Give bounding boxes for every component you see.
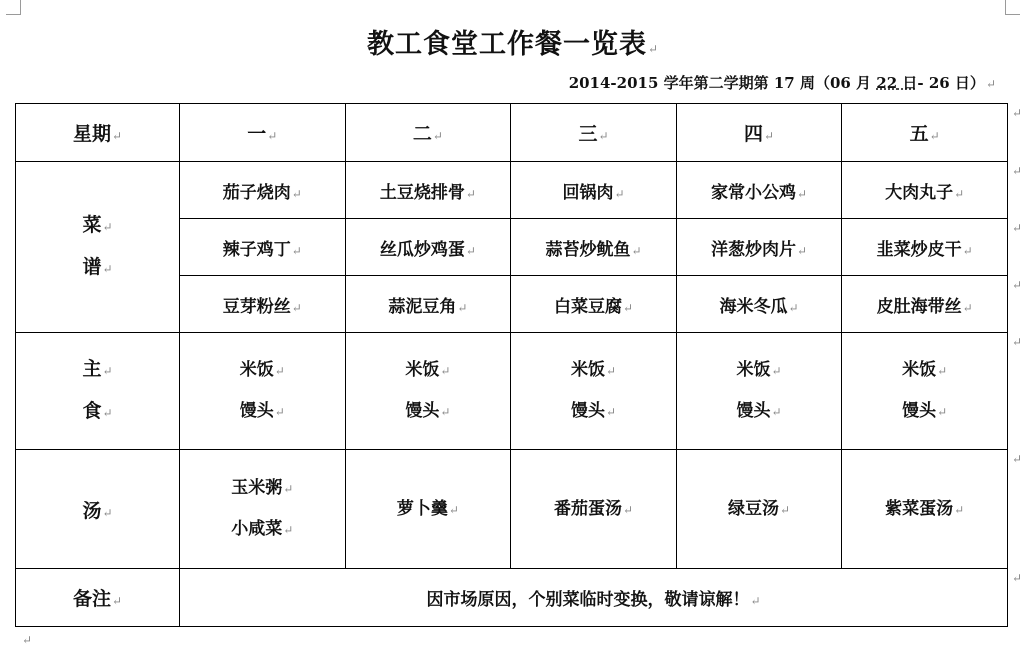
dish-cell — [511, 219, 677, 276]
weekday-header-4 — [676, 104, 842, 162]
paragraph-mark-icon: ↵ — [598, 129, 609, 143]
paragraph-mark-icon: ↵ — [622, 300, 634, 315]
table-row-soup — [16, 450, 1008, 569]
paragraph-mark-icon: ↵ — [274, 405, 285, 419]
paragraph-mark-icon: ↵ — [764, 129, 775, 143]
weekday-label — [16, 104, 180, 162]
cell-text: 大肉丸子 — [885, 182, 954, 203]
stack-line — [842, 489, 1007, 530]
stack-line — [677, 350, 842, 391]
paragraph-mark-icon: ↵ — [631, 243, 642, 258]
paragraph-mark-icon: ↵ — [937, 364, 948, 378]
cell-text: 米饭 — [570, 360, 605, 380]
stack-line — [180, 509, 345, 550]
row-end-mark-icon: ↵ — [1012, 451, 1023, 466]
paragraph-mark-icon: ↵ — [111, 594, 123, 608]
cell-text: 备注 — [72, 588, 111, 610]
paragraph-mark-icon: ↵ — [750, 594, 761, 608]
paragraph-mark-icon: ↵ — [102, 262, 113, 276]
cell-text: 五 — [909, 123, 929, 145]
paragraph-mark-icon: ↵ — [605, 405, 617, 419]
stack-line — [16, 247, 179, 289]
paragraph-mark-icon: ↵ — [962, 243, 973, 258]
staple-cell — [180, 333, 346, 450]
dish-cell — [676, 162, 842, 219]
cell-text: 白菜豆腐 — [553, 296, 622, 317]
row-end-mark-icon: ↵ — [1012, 334, 1023, 349]
paragraph-mark-icon: ↵ — [465, 186, 476, 201]
row-end-mark-icon: ↵ — [1012, 163, 1023, 178]
paragraph-mark-icon: ↵ — [771, 405, 782, 419]
dish-cell — [842, 276, 1008, 333]
cell-text: 土豆烧排骨 — [379, 182, 465, 203]
cell-text: 米饭 — [239, 360, 274, 380]
paragraph-mark-icon: ↵ — [448, 502, 459, 517]
soup-cell — [842, 450, 1008, 569]
subtitle-start-day: 22 — [876, 74, 898, 92]
paragraph-mark-icon: ↵ — [780, 502, 791, 517]
cell-text: 紫菜蛋汤 — [885, 498, 954, 519]
paragraph-mark-icon: ↵ — [788, 300, 799, 315]
cell-text: 洋葱炒肉片 — [711, 239, 797, 260]
weekday-header-1 — [180, 104, 346, 162]
paragraph-mark-icon: ↵ — [111, 129, 123, 143]
cell-text: 一 — [247, 123, 267, 145]
paragraph-mark-icon: ↵ — [432, 129, 443, 143]
dish-cell — [676, 219, 842, 276]
cell-text: 馒头 — [570, 401, 605, 421]
paragraph-mark-icon: ↵ — [283, 482, 294, 496]
paragraph-mark-icon: ↵ — [797, 243, 808, 258]
staple-cell — [676, 333, 842, 450]
paragraph-mark-icon: ↵ — [937, 405, 948, 419]
paragraph-mark-icon: ↵ — [102, 505, 113, 520]
dish-cell — [842, 162, 1008, 219]
cell-text: 米饭 — [902, 360, 937, 380]
note-text — [180, 569, 1008, 627]
stack-line — [677, 489, 842, 530]
table-row-staple — [16, 333, 1008, 450]
cell-text: 韭菜炒皮干 — [876, 239, 962, 260]
cell-text: 皮肚海带丝 — [876, 296, 962, 317]
soup-cell — [676, 450, 842, 569]
week-subtitle — [569, 72, 996, 93]
cell-text: 海米冬瓜 — [719, 296, 788, 317]
paragraph-mark-icon: ↵ — [622, 502, 634, 517]
cell-text: 辣子鸡丁 — [222, 239, 291, 260]
paragraph-mark-icon: ↵ — [797, 186, 808, 201]
weekday-header-2 — [345, 104, 511, 162]
cell-text: 馒头 — [239, 401, 274, 421]
cell-text: 馒头 — [405, 401, 440, 421]
dish-cell — [180, 276, 346, 333]
cell-text: 蒜泥豆角 — [388, 296, 457, 317]
stack-line — [511, 489, 676, 530]
cell-text: 汤 — [82, 499, 102, 522]
cell-text: 菜 — [82, 214, 102, 236]
stack-line — [180, 391, 345, 432]
dish-cell — [180, 219, 346, 276]
cell-text: 玉米粥 — [231, 478, 283, 498]
paragraph-mark-icon: ↵ — [274, 364, 285, 378]
cell-text: 豆芽粉丝 — [222, 296, 291, 317]
paragraph-mark-icon: ↵ — [929, 129, 940, 143]
cell-text: 家常小公鸡 — [711, 182, 797, 203]
subtitle-prefix: 2014-2015 学年第二学期第 17 周（06 月 — [568, 74, 877, 92]
cell-text: 小咸菜 — [231, 519, 283, 539]
table-row-note — [16, 569, 1008, 627]
dish-cell — [511, 162, 677, 219]
paragraph-mark-icon: ↵ — [291, 243, 302, 258]
paragraph-mark-icon: ↵ — [291, 300, 302, 315]
paragraph-mark-icon: ↵ — [267, 129, 278, 143]
cell-text: 萝卜羹 — [396, 498, 448, 519]
staple-label — [16, 333, 180, 450]
stack-line — [511, 391, 676, 432]
title-text: 教工食堂工作餐一览表 — [366, 29, 647, 60]
crop-mark-top-left — [6, 0, 21, 15]
paragraph-mark-icon: ↵ — [102, 220, 113, 234]
stack-line — [677, 391, 842, 432]
table-row-header — [16, 104, 1008, 162]
stack-line — [842, 391, 1007, 432]
dish-cell — [511, 276, 677, 333]
paragraph-mark-icon: ↵ — [771, 364, 782, 378]
paragraph-mark-icon: ↵ — [465, 243, 476, 258]
cell-text: 因市场原因，个别菜临时变换，敬请谅解！ — [426, 590, 750, 610]
cell-text: 绿豆汤 — [728, 498, 780, 519]
stack-line — [346, 350, 511, 391]
cell-text: 茄子烧肉 — [222, 182, 291, 203]
dish-cell — [180, 162, 346, 219]
paragraph-mark-icon: ↵ — [954, 502, 965, 517]
page-title — [0, 22, 1026, 61]
stack-line — [346, 391, 511, 432]
menu-table — [15, 103, 1008, 627]
cell-text: 蒜苔炒鱿鱼 — [545, 239, 631, 260]
row-end-mark-icon: ↵ — [1012, 220, 1023, 235]
row-end-mark-icon: ↵ — [1012, 105, 1023, 120]
soup-label — [16, 450, 180, 569]
cell-text: 四 — [744, 123, 764, 145]
weekday-header-3 — [511, 104, 677, 162]
dish-cell — [345, 162, 511, 219]
stack-line — [180, 468, 345, 509]
staple-cell — [345, 333, 511, 450]
cell-text: 谱 — [82, 256, 102, 278]
crop-mark-top-right — [1005, 0, 1020, 15]
cell-text: 丝瓜炒鸡蛋 — [379, 239, 465, 260]
row-end-mark-icon: ↵ — [1012, 277, 1023, 292]
cell-text: 三 — [578, 123, 598, 145]
soup-cell — [180, 450, 346, 569]
paragraph-mark-icon: ↵ — [440, 364, 451, 378]
cell-text: 番茄蛋汤 — [553, 498, 622, 519]
menu-label — [16, 162, 180, 333]
paragraph-mark-icon: ↵ — [283, 523, 294, 537]
paragraph-mark-icon: ↵ — [954, 186, 965, 201]
soup-cell — [511, 450, 677, 569]
paragraph-mark-icon: ↵ — [440, 405, 451, 419]
row-end-mark-icon: ↵ — [1012, 570, 1023, 585]
dish-cell — [345, 219, 511, 276]
cell-text: 星期 — [72, 123, 111, 145]
paragraph-mark-icon: ↵ — [291, 186, 302, 201]
stack-line — [16, 349, 179, 391]
paragraph-mark-icon: ↵ — [457, 300, 468, 315]
cell-text: 食 — [82, 400, 102, 422]
cell-text: 回锅肉 — [562, 182, 614, 203]
cell-text: 米饭 — [736, 360, 771, 380]
paragraph-mark-icon: ↵ — [985, 77, 996, 91]
note-label — [16, 569, 180, 627]
paragraph-mark-icon: ↵ — [605, 364, 617, 378]
stack-line — [842, 350, 1007, 391]
paragraph-mark-icon: ↵ — [102, 364, 113, 378]
cell-text: 二 — [412, 123, 432, 145]
stack-line — [346, 489, 511, 530]
paragraph-mark-icon: ↵ — [102, 406, 113, 420]
subtitle-mid: 日 — [897, 74, 918, 92]
dish-cell — [345, 276, 511, 333]
stack-line — [180, 350, 345, 391]
paragraph-mark-icon: ↵ — [647, 42, 660, 56]
stack-line — [511, 350, 676, 391]
cell-text: 馒头 — [736, 401, 771, 421]
cell-text: 主 — [82, 358, 102, 380]
weekday-header-5 — [842, 104, 1008, 162]
stack-line — [16, 205, 179, 247]
table-row-dish — [16, 162, 1008, 219]
dish-cell — [842, 219, 1008, 276]
cell-text: 馒头 — [902, 401, 937, 421]
staple-cell — [842, 333, 1008, 450]
paragraph-mark-icon: ↵ — [962, 300, 973, 315]
paragraph-mark-icon: ↵ — [614, 186, 625, 201]
soup-cell — [345, 450, 511, 569]
dish-cell — [676, 276, 842, 333]
cell-text: 米饭 — [405, 360, 440, 380]
staple-cell — [511, 333, 677, 450]
stack-line — [16, 391, 179, 433]
paragraph-mark-icon: ↵ — [22, 633, 33, 647]
subtitle-rest: - 26 日） — [917, 74, 985, 92]
